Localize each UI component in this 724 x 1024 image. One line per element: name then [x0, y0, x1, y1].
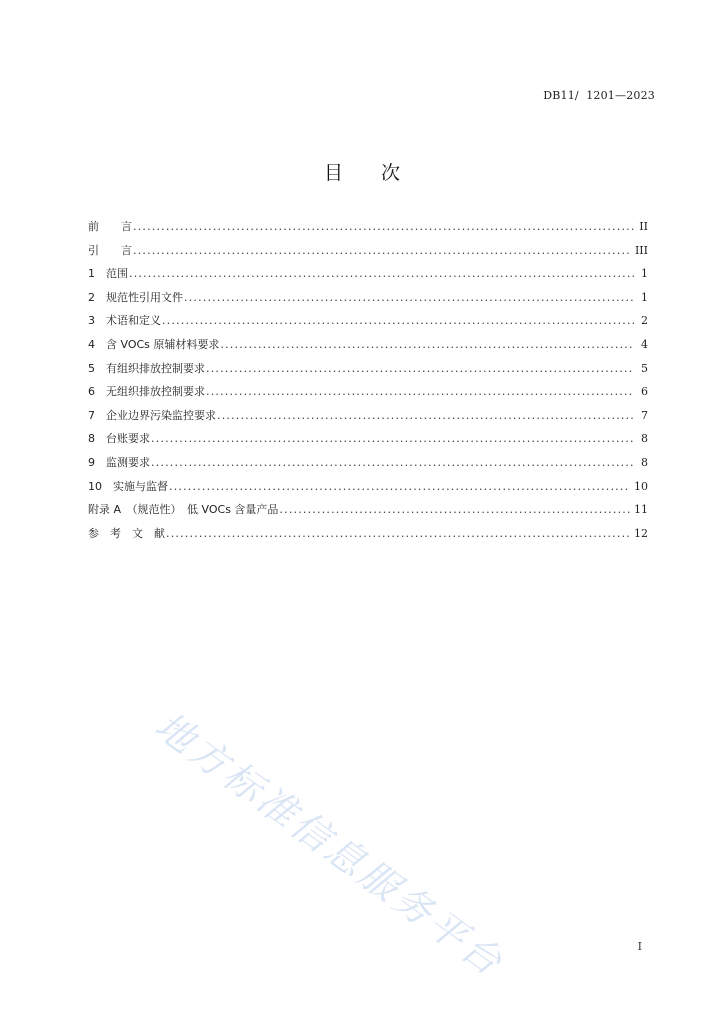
toc-entry-label[interactable]: 6 无组织排放控制要求: [88, 385, 205, 399]
toc-entry-bibliography[interactable]: [88, 525, 648, 549]
title-char-2: 次: [381, 162, 401, 184]
toc-entry-label[interactable]: 引 言: [88, 243, 132, 257]
toc-entry-label[interactable]: 附录 A （规范性） 低 VOCs 含量产品: [88, 503, 279, 517]
toc-leader-dots: [162, 314, 634, 327]
toc-entry-label[interactable]: 2 规范性引用文件: [88, 290, 183, 304]
toc-leader-dots: [166, 527, 630, 540]
standard-code: DB11/ 1201—2023: [543, 89, 655, 102]
toc-entry-introduction[interactable]: [88, 242, 648, 266]
toc-entry-fugitive-emission[interactable]: [88, 383, 648, 407]
table-of-contents: [88, 218, 648, 548]
toc-entry-monitoring[interactable]: [88, 454, 648, 478]
toc-entry-ledger[interactable]: [88, 430, 648, 454]
toc-leader-dots: [129, 267, 634, 280]
watermark: 地方标准信息服务平台: [146, 703, 513, 986]
toc-entry-normative-references[interactable]: [88, 289, 648, 313]
toc-entry-label[interactable]: 4 含 VOCs 原辅材料要求: [88, 337, 220, 351]
toc-entry-label[interactable]: 10 实施与监督: [88, 479, 168, 493]
toc-entry-appendix-a[interactable]: [88, 501, 648, 525]
toc-entry-page: 8: [641, 432, 648, 446]
toc-entry-page: 1: [641, 267, 648, 281]
toc-entry-page: 6: [641, 385, 648, 399]
toc-leader-dots: [133, 220, 634, 233]
toc-entry-page: 12: [634, 526, 648, 540]
toc-leader-dots: [151, 456, 634, 469]
title-char-1: 目: [323, 162, 343, 184]
toc-entry-voc-materials[interactable]: [88, 336, 648, 360]
toc-entry-label[interactable]: 7 企业边界污染监控要求: [88, 408, 216, 422]
toc-leader-dots: [151, 432, 634, 445]
toc-entry-page: 11: [634, 503, 648, 517]
toc-entry-label[interactable]: 1 范围: [88, 267, 128, 281]
toc-entry-foreword[interactable]: [88, 218, 648, 242]
toc-entry-label[interactable]: 5 有组织排放控制要求: [88, 361, 205, 375]
toc-entry-page: 10: [634, 479, 648, 493]
page-title: [0, 158, 724, 185]
toc-entry-boundary-monitoring[interactable]: [88, 407, 648, 431]
toc-entry-label[interactable]: 前 言: [88, 220, 132, 233]
toc-leader-dots: [133, 244, 631, 257]
toc-entry-page: 1: [641, 290, 648, 304]
toc-entry-page: III: [634, 243, 648, 257]
toc-entry-scope[interactable]: [88, 265, 648, 289]
toc-entry-page: 2: [641, 314, 648, 328]
toc-leader-dots: [169, 480, 630, 493]
toc-leader-dots: [206, 362, 634, 375]
toc-entry-organized-emission[interactable]: [88, 360, 648, 384]
toc-entry-terms-definitions[interactable]: [88, 312, 648, 336]
toc-entry-label[interactable]: 3 术语和定义: [88, 314, 161, 328]
toc-entry-label[interactable]: 8 台账要求: [88, 432, 150, 446]
toc-entry-page: 4: [641, 337, 648, 351]
toc-leader-dots: [217, 409, 634, 422]
toc-entry-page: 5: [641, 361, 648, 375]
toc-leader-dots: [184, 291, 634, 304]
toc-entry-page: 8: [641, 455, 648, 469]
toc-leader-dots: [220, 338, 634, 351]
page-number: I: [637, 940, 642, 953]
toc-leader-dots: [206, 385, 634, 398]
toc-entry-implementation[interactable]: [88, 478, 648, 502]
toc-leader-dots: [279, 503, 630, 516]
toc-entry-label[interactable]: 9 监测要求: [88, 455, 150, 469]
toc-entry-page: II: [639, 220, 648, 233]
toc-entry-page: 7: [641, 408, 648, 422]
toc-entry-label[interactable]: 参 考 文 献: [88, 526, 165, 540]
